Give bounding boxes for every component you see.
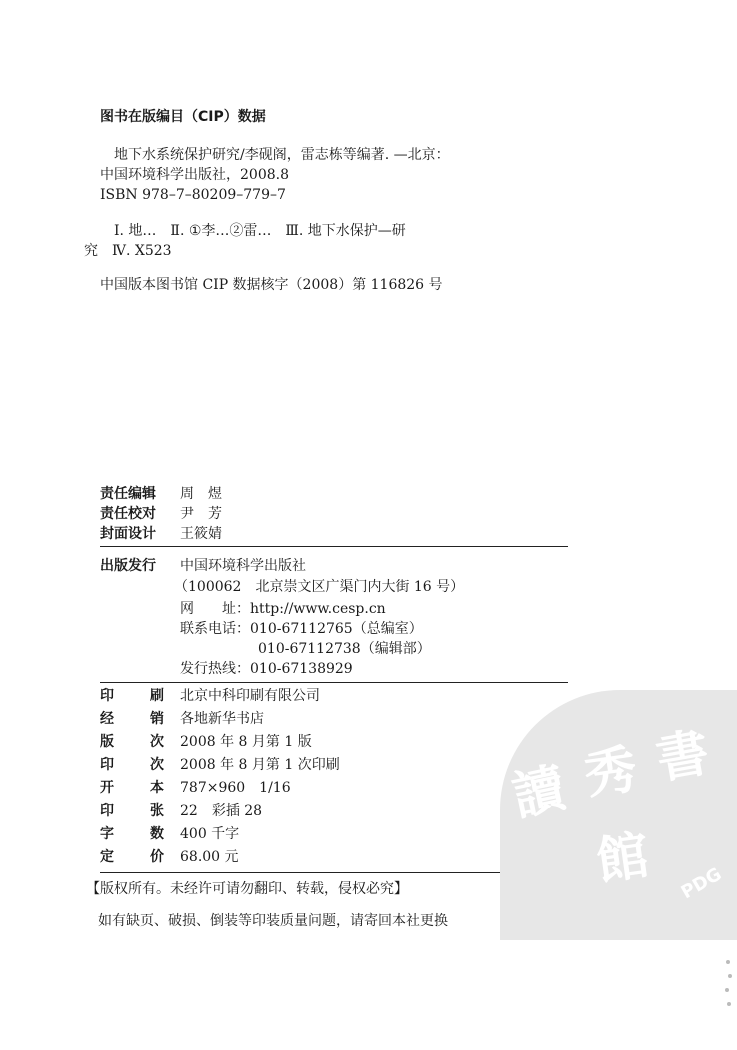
- cip-heading: 图书在版编目（CIP）数据: [100, 109, 266, 125]
- watermark-glyph: 秀: [580, 738, 641, 807]
- cover-design-label: 封面设计: [100, 526, 156, 542]
- publisher-phone-2: 010-67112738（编辑部）: [258, 641, 431, 657]
- spec-label: 印次: [100, 757, 164, 773]
- spec-value: 2008 年 8 月第 1 次印刷: [180, 757, 340, 773]
- spec-label: 开本: [100, 780, 164, 796]
- spec-value: 22 彩插 28: [180, 803, 263, 819]
- cip-title-line: 地下水系统保护研究/李砚阁，雷志栋等编著. —北京：: [114, 147, 450, 163]
- watermark-glyph: 館: [592, 824, 653, 893]
- spec-label: 经销: [100, 711, 164, 727]
- spec-value: 2008 年 8 月第 1 版: [180, 734, 312, 750]
- publisher-address: （100062 北京崇文区广渠门内大街 16 号）: [174, 579, 465, 595]
- spec-label: 字数: [100, 826, 164, 842]
- watermark-glyph: 書: [651, 721, 714, 791]
- watermark-glyph: 讀: [507, 757, 571, 828]
- publisher-hotline: 发行热线：010-67138929: [180, 661, 353, 677]
- spec-value: 北京中科印刷有限公司: [180, 688, 320, 704]
- publisher-website: 网 址：http://www.cesp.cn: [180, 601, 386, 617]
- editor-label: 责任编辑: [100, 486, 156, 502]
- scan-specks: [725, 960, 733, 1010]
- cip-isbn: ISBN 978–7–80209–779–7: [100, 187, 286, 203]
- spec-value: 787×960 1/16: [180, 780, 291, 796]
- spec-value: 400 千字: [180, 826, 240, 842]
- proofreader-label: 责任校对: [100, 506, 156, 522]
- defect-notice: 如有缺页、破损、倒装等印装质量问题，请寄回本社更换: [98, 913, 448, 929]
- divider-top: [100, 546, 568, 547]
- watermark-stamp: [500, 690, 737, 940]
- cover-design-value: 王筱婧: [180, 526, 222, 542]
- watermark-brand: PDG: [677, 863, 726, 904]
- publisher-phone-1: 联系电话：010-67112765（总编室）: [180, 621, 423, 637]
- divider-bottom: [100, 872, 568, 873]
- cip-classification-1: Ⅰ. 地… Ⅱ. ①李…②雷… Ⅲ. 地下水保护—研: [114, 223, 406, 239]
- cip-publisher-line: 中国环境科学出版社，2008.8: [100, 167, 289, 183]
- spec-value: 68.00 元: [180, 849, 239, 865]
- spec-label: 定价: [100, 849, 164, 865]
- cip-verification: 中国版本图书馆 CIP 数据核字（2008）第 116826 号: [100, 277, 443, 293]
- spec-label: 版次: [100, 734, 164, 750]
- publisher-name: 中国环境科学出版社: [180, 558, 306, 574]
- cip-classification-2: 究 Ⅳ. X523: [84, 243, 172, 259]
- divider-middle: [100, 682, 568, 683]
- spec-value: 各地新华书店: [180, 711, 264, 727]
- publisher-label: 出版发行: [100, 558, 156, 574]
- rights-notice: 【版权所有。未经许可请勿翻印、转载，侵权必究】: [86, 881, 408, 897]
- spec-label: 印刷: [100, 688, 164, 704]
- spec-label: 印张: [100, 803, 164, 819]
- editor-value: 周 煜: [180, 486, 222, 502]
- proofreader-value: 尹 芳: [180, 506, 222, 522]
